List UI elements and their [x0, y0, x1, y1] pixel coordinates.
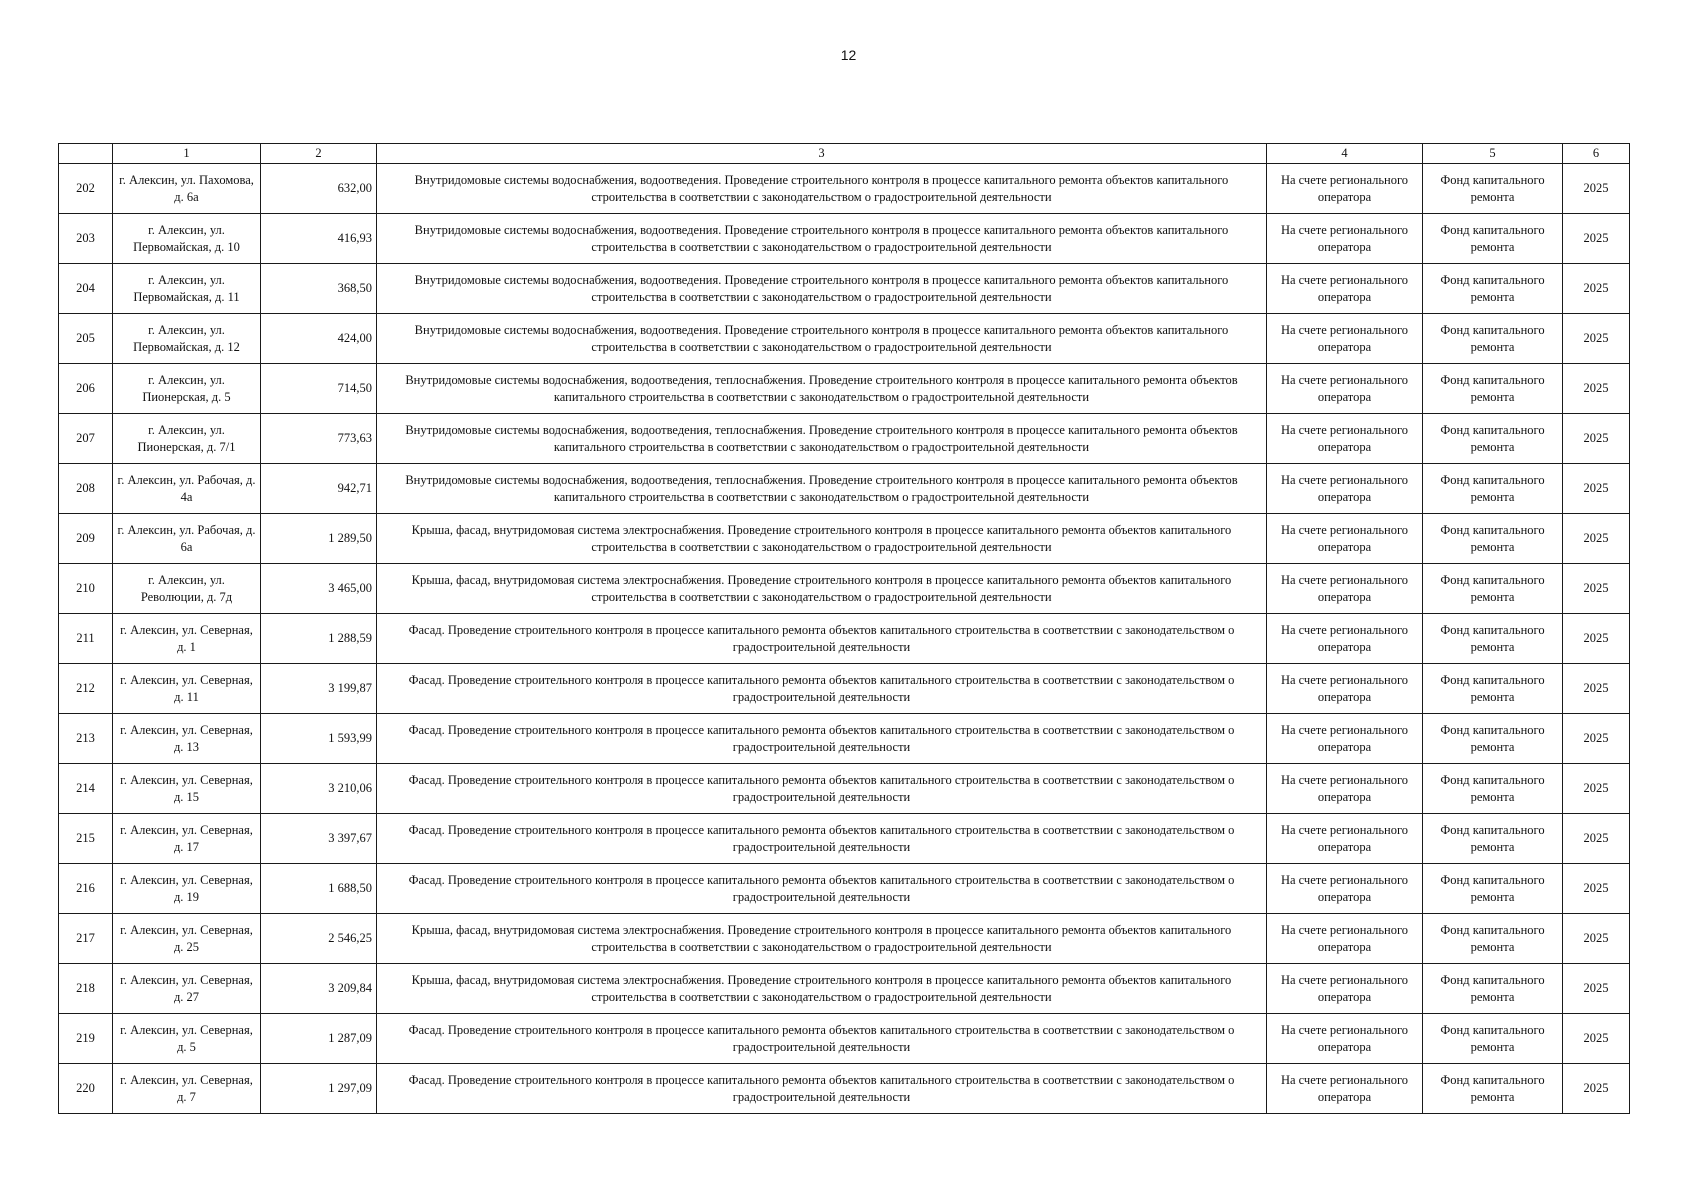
- account-cell: На счете регионального оператора: [1267, 1014, 1423, 1064]
- table-row: [59, 564, 1630, 614]
- cost-cell: 1 688,50: [261, 864, 377, 914]
- year-cell: 2025: [1563, 564, 1630, 614]
- year-cell: 2025: [1563, 164, 1630, 214]
- table-row: [59, 264, 1630, 314]
- address-cell: г. Алексин, ул. Северная, д. 7: [113, 1064, 261, 1114]
- year-cell: 2025: [1563, 464, 1630, 514]
- works-description-cell: Крыша, фасад, внутридомовая система электроснабжения. Проведение строительного контроля в процессе капитального ремонта объектов капитального строительства в соответствии с законодательством о градостроительной деятельности: [377, 964, 1267, 1014]
- account-cell: На счете регионального оператора: [1267, 1064, 1423, 1114]
- row-number-cell: 219: [59, 1014, 113, 1064]
- row-number-cell: 211: [59, 614, 113, 664]
- cost-cell: 3 397,67: [261, 814, 377, 864]
- address-cell: г. Алексин, ул. Северная, д. 17: [113, 814, 261, 864]
- year-cell: 2025: [1563, 1064, 1630, 1114]
- year-cell: 2025: [1563, 964, 1630, 1014]
- cost-cell: 714,50: [261, 364, 377, 414]
- works-description-cell: Фасад. Проведение строительного контроля в процессе капитального ремонта объектов капитального строительства в соответствии с законодательством о градостроительной деятельности: [377, 814, 1267, 864]
- account-cell: На счете регионального оператора: [1267, 764, 1423, 814]
- cost-cell: 1 288,59: [261, 614, 377, 664]
- page-number: 12: [840, 47, 857, 63]
- account-cell: На счете регионального оператора: [1267, 514, 1423, 564]
- address-cell: г. Алексин, ул. Пионерская, д. 7/1: [113, 414, 261, 464]
- table-row: [59, 364, 1630, 414]
- row-number-cell: 215: [59, 814, 113, 864]
- address-cell: г. Алексин, ул. Северная, д. 19: [113, 864, 261, 914]
- cost-cell: 2 546,25: [261, 914, 377, 964]
- cost-cell: 368,50: [261, 264, 377, 314]
- header-cell: 3: [377, 144, 1267, 164]
- funding-source-cell: Фонд капитального ремонта: [1423, 614, 1563, 664]
- row-number-cell: 208: [59, 464, 113, 514]
- works-description-cell: Внутридомовые системы водоснабжения, водоотведения, теплоснабжения. Проведение строительного контроля в процессе капитального ремонта объектов капитального строительства в соответствии с законодательством о градостроительной деятельности: [377, 364, 1267, 414]
- cost-cell: 773,63: [261, 414, 377, 464]
- address-cell: г. Алексин, ул. Пионерская, д. 5: [113, 364, 261, 414]
- header-cell: 2: [261, 144, 377, 164]
- funding-source-cell: Фонд капитального ремонта: [1423, 364, 1563, 414]
- address-cell: г. Алексин, ул. Северная, д. 5: [113, 1014, 261, 1064]
- cost-cell: 424,00: [261, 314, 377, 364]
- account-cell: На счете регионального оператора: [1267, 214, 1423, 264]
- address-cell: г. Алексин, ул. Северная, д. 1: [113, 614, 261, 664]
- year-cell: 2025: [1563, 314, 1630, 364]
- account-cell: На счете регионального оператора: [1267, 614, 1423, 664]
- table-row: [59, 414, 1630, 464]
- year-cell: 2025: [1563, 214, 1630, 264]
- works-description-cell: Внутридомовые системы водоснабжения, водоотведения. Проведение строительного контроля в процессе капитального ремонта объектов капитального строительства в соответствии с законодательством о градостроительной деятельности: [377, 214, 1267, 264]
- header-cell: 4: [1267, 144, 1423, 164]
- account-cell: На счете регионального оператора: [1267, 964, 1423, 1014]
- funding-source-cell: Фонд капитального ремонта: [1423, 1014, 1563, 1064]
- account-cell: На счете регионального оператора: [1267, 914, 1423, 964]
- works-description-cell: Крыша, фасад, внутридомовая система электроснабжения. Проведение строительного контроля в процессе капитального ремонта объектов капитального строительства в соответствии с законодательством о градостроительной деятельности: [377, 914, 1267, 964]
- table-row: [59, 1064, 1630, 1114]
- table-row: [59, 314, 1630, 364]
- capital-repair-table: [58, 143, 1630, 1114]
- cost-cell: 632,00: [261, 164, 377, 214]
- account-cell: На счете регионального оператора: [1267, 714, 1423, 764]
- cost-cell: 3 209,84: [261, 964, 377, 1014]
- cost-cell: 1 593,99: [261, 714, 377, 764]
- works-description-cell: Внутридомовые системы водоснабжения, водоотведения. Проведение строительного контроля в процессе капитального ремонта объектов капитального строительства в соответствии с законодательством о градостроительной деятельности: [377, 264, 1267, 314]
- funding-source-cell: Фонд капитального ремонта: [1423, 714, 1563, 764]
- row-number-cell: 207: [59, 414, 113, 464]
- address-cell: г. Алексин, ул. Первомайская, д. 12: [113, 314, 261, 364]
- year-cell: 2025: [1563, 414, 1630, 464]
- table-row: [59, 664, 1630, 714]
- funding-source-cell: Фонд капитального ремонта: [1423, 1064, 1563, 1114]
- address-cell: г. Алексин, ул. Северная, д. 13: [113, 714, 261, 764]
- table-row: [59, 864, 1630, 914]
- header-cell: 6: [1563, 144, 1630, 164]
- account-cell: На счете регионального оператора: [1267, 864, 1423, 914]
- funding-source-cell: Фонд капитального ремонта: [1423, 264, 1563, 314]
- funding-source-cell: Фонд капитального ремонта: [1423, 864, 1563, 914]
- account-cell: На счете регионального оператора: [1267, 314, 1423, 364]
- table-row: [59, 464, 1630, 514]
- works-description-cell: Фасад. Проведение строительного контроля в процессе капитального ремонта объектов капитального строительства в соответствии с законодательством о градостроительной деятельности: [377, 1064, 1267, 1114]
- year-cell: 2025: [1563, 264, 1630, 314]
- table-row: [59, 514, 1630, 564]
- address-cell: г. Алексин, ул. Рабочая, д. 6а: [113, 514, 261, 564]
- funding-source-cell: Фонд капитального ремонта: [1423, 514, 1563, 564]
- works-description-cell: Крыша, фасад, внутридомовая система электроснабжения. Проведение строительного контроля в процессе капитального ремонта объектов капитального строительства в соответствии с законодательством о градостроительной деятельности: [377, 564, 1267, 614]
- funding-source-cell: Фонд капитального ремонта: [1423, 914, 1563, 964]
- address-cell: г. Алексин, ул. Революции, д. 7д: [113, 564, 261, 614]
- address-cell: г. Алексин, ул. Рабочая, д. 4а: [113, 464, 261, 514]
- address-cell: г. Алексин, ул. Первомайская, д. 10: [113, 214, 261, 264]
- account-cell: На счете регионального оператора: [1267, 164, 1423, 214]
- year-cell: 2025: [1563, 764, 1630, 814]
- header-cell-blank: [59, 144, 113, 164]
- header-cell: 1: [113, 144, 261, 164]
- row-number-cell: 212: [59, 664, 113, 714]
- funding-source-cell: Фонд капитального ремонта: [1423, 814, 1563, 864]
- row-number-cell: 213: [59, 714, 113, 764]
- funding-source-cell: Фонд капитального ремонта: [1423, 314, 1563, 364]
- row-number-cell: 216: [59, 864, 113, 914]
- cost-cell: 416,93: [261, 214, 377, 264]
- works-description-cell: Внутридомовые системы водоснабжения, водоотведения, теплоснабжения. Проведение строительного контроля в процессе капитального ремонта объектов капитального строительства в соответствии с законодательством о градостроительной деятельности: [377, 464, 1267, 514]
- account-cell: На счете регионального оператора: [1267, 414, 1423, 464]
- table-row: [59, 614, 1630, 664]
- year-cell: 2025: [1563, 364, 1630, 414]
- works-description-cell: Фасад. Проведение строительного контроля в процессе капитального ремонта объектов капитального строительства в соответствии с законодательством о градостроительной деятельности: [377, 1014, 1267, 1064]
- works-description-cell: Фасад. Проведение строительного контроля в процессе капитального ремонта объектов капитального строительства в соответствии с законодательством о градостроительной деятельности: [377, 664, 1267, 714]
- year-cell: 2025: [1563, 914, 1630, 964]
- works-description-cell: Фасад. Проведение строительного контроля в процессе капитального ремонта объектов капитального строительства в соответствии с законодательством о градостроительной деятельности: [377, 714, 1267, 764]
- table-row: [59, 214, 1630, 264]
- row-number-cell: 210: [59, 564, 113, 614]
- address-cell: г. Алексин, ул. Северная, д. 27: [113, 964, 261, 1014]
- address-cell: г. Алексин, ул. Северная, д. 15: [113, 764, 261, 814]
- year-cell: 2025: [1563, 1014, 1630, 1064]
- row-number-cell: 204: [59, 264, 113, 314]
- works-description-cell: Внутридомовые системы водоснабжения, водоотведения. Проведение строительного контроля в процессе капитального ремонта объектов капитального строительства в соответствии с законодательством о градостроительной деятельности: [377, 164, 1267, 214]
- row-number-cell: 203: [59, 214, 113, 264]
- table-row: [59, 164, 1630, 214]
- works-description-cell: Внутридомовые системы водоснабжения, водоотведения. Проведение строительного контроля в процессе капитального ремонта объектов капитального строительства в соответствии с законодательством о градостроительной деятельности: [377, 314, 1267, 364]
- table-row: [59, 964, 1630, 1014]
- year-cell: 2025: [1563, 814, 1630, 864]
- row-number-cell: 217: [59, 914, 113, 964]
- address-cell: г. Алексин, ул. Первомайская, д. 11: [113, 264, 261, 314]
- row-number-cell: 214: [59, 764, 113, 814]
- funding-source-cell: Фонд капитального ремонта: [1423, 464, 1563, 514]
- row-number-cell: 206: [59, 364, 113, 414]
- funding-source-cell: Фонд капитального ремонта: [1423, 564, 1563, 614]
- header-cell: 5: [1423, 144, 1563, 164]
- table-header-row: [59, 144, 1630, 164]
- works-description-cell: Фасад. Проведение строительного контроля в процессе капитального ремонта объектов капитального строительства в соответствии с законодательством о градостроительной деятельности: [377, 764, 1267, 814]
- row-number-cell: 218: [59, 964, 113, 1014]
- funding-source-cell: Фонд капитального ремонта: [1423, 214, 1563, 264]
- works-description-cell: Внутридомовые системы водоснабжения, водоотведения, теплоснабжения. Проведение строительного контроля в процессе капитального ремонта объектов капитального строительства в соответствии с законодательством о градостроительной деятельности: [377, 414, 1267, 464]
- funding-source-cell: Фонд капитального ремонта: [1423, 414, 1563, 464]
- table-row: [59, 914, 1630, 964]
- cost-cell: 3 210,06: [261, 764, 377, 814]
- cost-cell: 3 465,00: [261, 564, 377, 614]
- works-description-cell: Крыша, фасад, внутридомовая система электроснабжения. Проведение строительного контроля в процессе капитального ремонта объектов капитального строительства в соответствии с законодательством о градостроительной деятельности: [377, 514, 1267, 564]
- year-cell: 2025: [1563, 664, 1630, 714]
- row-number-cell: 220: [59, 1064, 113, 1114]
- year-cell: 2025: [1563, 614, 1630, 664]
- account-cell: На счете регионального оператора: [1267, 814, 1423, 864]
- funding-source-cell: Фонд капитального ремонта: [1423, 764, 1563, 814]
- funding-source-cell: Фонд капитального ремонта: [1423, 664, 1563, 714]
- address-cell: г. Алексин, ул. Пахомова, д. 6а: [113, 164, 261, 214]
- cost-cell: 1 297,09: [261, 1064, 377, 1114]
- row-number-cell: 209: [59, 514, 113, 564]
- cost-cell: 1 289,50: [261, 514, 377, 564]
- year-cell: 2025: [1563, 514, 1630, 564]
- table-row: [59, 714, 1630, 764]
- works-description-cell: Фасад. Проведение строительного контроля в процессе капитального ремонта объектов капитального строительства в соответствии с законодательством о градостроительной деятельности: [377, 614, 1267, 664]
- account-cell: На счете регионального оператора: [1267, 664, 1423, 714]
- cost-cell: 942,71: [261, 464, 377, 514]
- cost-cell: 1 287,09: [261, 1014, 377, 1064]
- table-row: [59, 814, 1630, 864]
- account-cell: На счете регионального оператора: [1267, 364, 1423, 414]
- table-row: [59, 1014, 1630, 1064]
- address-cell: г. Алексин, ул. Северная, д. 25: [113, 914, 261, 964]
- account-cell: На счете регионального оператора: [1267, 564, 1423, 614]
- row-number-cell: 205: [59, 314, 113, 364]
- cost-cell: 3 199,87: [261, 664, 377, 714]
- account-cell: На счете регионального оператора: [1267, 264, 1423, 314]
- account-cell: На счете регионального оператора: [1267, 464, 1423, 514]
- year-cell: 2025: [1563, 864, 1630, 914]
- table-row: [59, 764, 1630, 814]
- address-cell: г. Алексин, ул. Северная, д. 11: [113, 664, 261, 714]
- year-cell: 2025: [1563, 714, 1630, 764]
- funding-source-cell: Фонд капитального ремонта: [1423, 964, 1563, 1014]
- funding-source-cell: Фонд капитального ремонта: [1423, 164, 1563, 214]
- row-number-cell: 202: [59, 164, 113, 214]
- works-description-cell: Фасад. Проведение строительного контроля в процессе капитального ремонта объектов капитального строительства в соответствии с законодательством о градостроительной деятельности: [377, 864, 1267, 914]
